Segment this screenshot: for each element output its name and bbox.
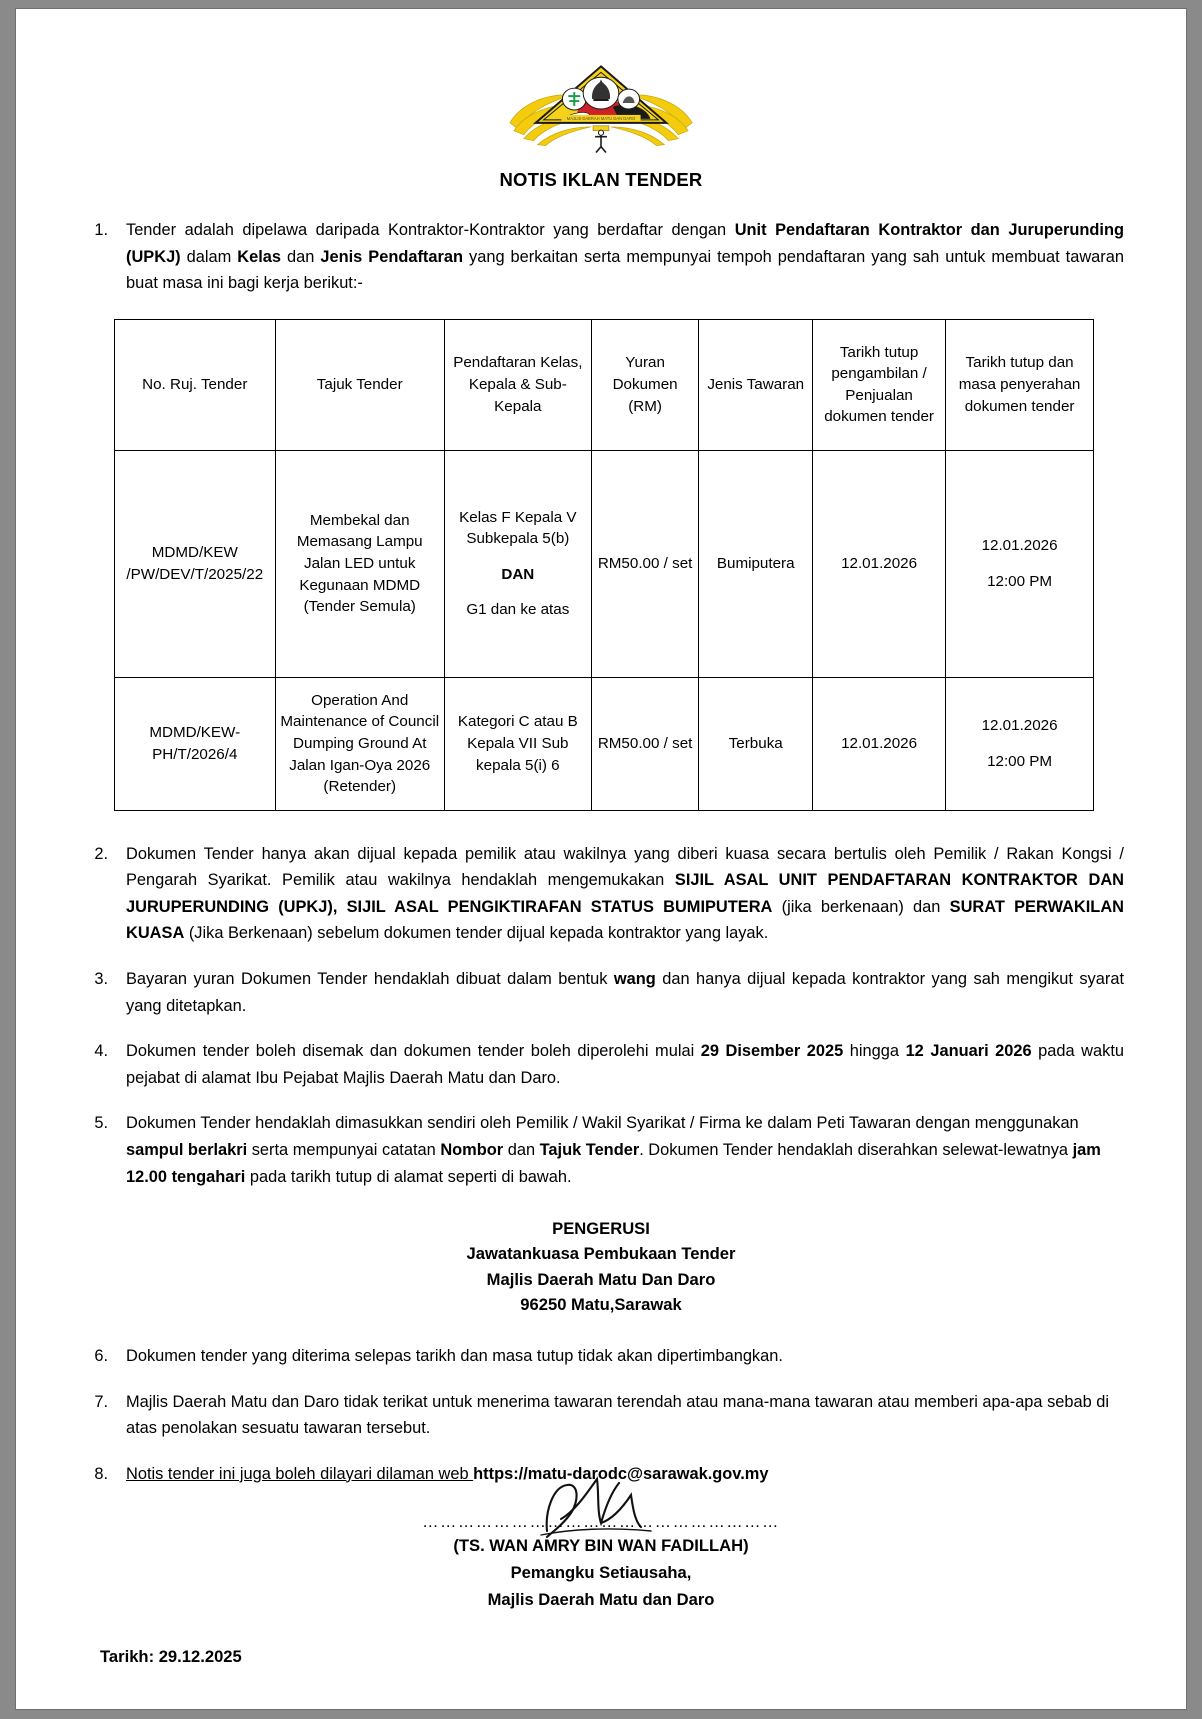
clause-5-number: 5. <box>94 1114 108 1133</box>
signature-dotted-line: …………………………………………………… <box>422 1513 780 1532</box>
closing-signature-area <box>78 1513 1124 1613</box>
council-crest-logo <box>502 61 700 153</box>
table-row <box>115 450 1094 677</box>
clause-5-part3: dan <box>503 1140 540 1159</box>
clause-1-text <box>126 217 1124 297</box>
page-title: NOTIS IKLAN TENDER <box>499 169 703 190</box>
cell-closing-collection: 12.01.2026 <box>813 450 946 677</box>
spacer <box>449 550 587 564</box>
cell-closing-submission <box>946 450 1094 677</box>
clause-5-part2: serta mempunyai catatan <box>247 1140 441 1159</box>
cell-closing-submission-date: 12.01.2026 <box>981 537 1058 555</box>
authority-line-1: PENGERUSI <box>552 1219 650 1239</box>
authority-line-4: 96250 Matu,Sarawak <box>520 1294 682 1314</box>
clause-7-number: 7. <box>94 1392 108 1411</box>
clause-8-number: 8. <box>94 1464 108 1483</box>
clause-4-number: 4. <box>94 1042 108 1061</box>
cell-registration-mid: DAN <box>501 565 535 583</box>
tender-table-wrapper <box>78 319 1124 811</box>
clause-1-part2: dalam <box>180 247 238 266</box>
clause-2-bold2: SURAT PERWAKILAN KUASA <box>126 897 1124 943</box>
document-date: Tarikh: 29.12.2025 <box>100 1646 242 1666</box>
clause-1-part3: dan <box>281 247 321 266</box>
clause-4-bold1: 29 Disember 2025 <box>700 1042 844 1061</box>
clause-2-part3: (Jika Berkenaan) sebelum dokumen tender dijual kepada kontraktor yang layak. <box>184 924 769 943</box>
cell-registration-top: Kelas F Kepala V Subkepala 5(b) <box>459 508 577 548</box>
tender-table <box>114 319 1094 811</box>
logo-container <box>78 61 1124 153</box>
clause-5-bold1: sampul berlakri <box>126 1140 248 1159</box>
clause-5-bold2: Nombor <box>440 1140 504 1159</box>
cell-ref: MDMD/KEW-PH/T/2026/4 <box>115 677 276 810</box>
clause-8-text <box>126 1461 1124 1488</box>
header-tarikh-tutup-penyerahan: Tarikh tutup dan masa penyerahan dokumen tender <box>946 319 1094 450</box>
spacer <box>950 557 1089 571</box>
cell-closing-submission-time: 12:00 PM <box>987 572 1053 590</box>
table-row <box>115 677 1094 810</box>
clause-6-number: 6. <box>94 1346 108 1365</box>
signatory-name: (TS. WAN AMRY BIN WAN FADILLAH) <box>453 1536 749 1556</box>
clause-2-number: 2. <box>94 844 108 863</box>
clause-1 <box>78 217 1124 297</box>
signatory-organisation: Majlis Daerah Matu dan Daro <box>487 1590 715 1610</box>
clause-2 <box>78 841 1124 947</box>
clause-4-bold2: 12 Januari 2026 <box>905 1042 1032 1061</box>
header-tajuk-tender: Tajuk Tender <box>275 319 444 450</box>
clause-1-part4: yang berkaitan serta mempunyai tempoh pendaftaran yang sah untuk membuat tawaran buat masa ini bagi kerja berikut:- <box>126 247 1124 293</box>
clause-2-text <box>126 841 1124 947</box>
clause-8 <box>78 1461 1124 1488</box>
svg-text:MAJLIS DAERAH MATU DAN DARO: MAJLIS DAERAH MATU DAN DARO <box>566 115 636 121</box>
clause-3-number: 3. <box>94 970 108 989</box>
cell-registration <box>444 450 591 677</box>
clause-3 <box>78 966 1124 1019</box>
header-tarikh-tutup-pengambilan: Tarikh tutup pengambilan / Penjualan dokumen tender <box>813 319 946 450</box>
clause-5-part4: . Dokumen Tender hendaklah diserahkan selewat-lewatnya <box>639 1140 1073 1159</box>
authority-block <box>78 1216 1124 1317</box>
header-jenis-tawaran: Jenis Tawaran <box>699 319 813 450</box>
clause-3-part1: Bayaran yuran Dokumen Tender hendaklah dibuat dalam bentuk <box>126 970 614 989</box>
tender-website-link[interactable]: https://matu-darodc@sarawak.gov.my <box>473 1464 769 1483</box>
cell-closing-collection: 12.01.2026 <box>813 677 946 810</box>
clause-6 <box>78 1343 1124 1370</box>
authority-line-3: Majlis Daerah Matu Dan Daro <box>486 1269 716 1289</box>
cell-ref: MDMD/KEW /PW/DEV/T/2025/22 <box>115 450 276 677</box>
clause-4-text <box>126 1038 1124 1091</box>
cell-registration-bottom: G1 dan ke atas <box>466 601 570 619</box>
cell-title: Operation And Maintenance of Council Dumping Ground At Jalan Igan-Oya 2026 (Retender) <box>275 677 444 810</box>
cell-closing-submission <box>946 677 1094 810</box>
clause-2-part1: Dokumen Tender hanya akan dijual kepada pemilik atau wakilnya yang diberi kuasa secara bertulis oleh Pemilik / Rakan Kongsi / Pengarah Syarikat. Pemilik atau wakilnya hendaklah mengemukakan <box>126 844 1124 890</box>
clause-5-text <box>126 1110 1124 1190</box>
clause-5 <box>78 1110 1124 1190</box>
cell-closing-submission-date: 12.01.2026 <box>981 717 1058 735</box>
clause-2-part2: (jika berkenaan) dan <box>772 897 950 916</box>
header-yuran-dokumen: Yuran Dokumen (RM) <box>591 319 699 450</box>
clause-3-part2: dan hanya dijual kepada kontraktor yang sah mengikut syarat yang ditetapkan. <box>126 970 1124 1015</box>
clause-4-part3: pada waktu pejabat di alamat Ibu Pejabat Majlis Daerah Matu dan Daro. <box>126 1042 1125 1087</box>
cell-type: Bumiputera <box>699 450 813 677</box>
clause-1-bold3: Jenis Pendaftaran <box>320 247 464 266</box>
clause-6-text: Dokumen tender yang diterima selepas tarikh dan masa tutup tidak akan dipertimbangkan. <box>126 1346 783 1365</box>
spacer <box>449 585 587 599</box>
authority-line-2: Jawatankuasa Pembukaan Tender <box>466 1244 736 1264</box>
clause-3-bold1: wang <box>613 970 656 989</box>
clause-5-bold4: jam 12.00 tengahari <box>126 1140 1101 1186</box>
signatory-position: Pemangku Setiausaha, <box>510 1563 692 1583</box>
clause-8-part1: Notis tender ini juga boleh dilayari dilaman web <box>126 1464 474 1483</box>
clause-4 <box>78 1038 1124 1091</box>
clause-2-bold1: SIJIL ASAL UNIT PENDAFTARAN KONTRAKTOR DAN JURUPERUNDING (UPKJ), SIJIL ASAL PENGIKTIRAFAN STATUS BUMIPUTERA <box>126 871 1124 916</box>
cell-registration: Kategori C atau B Kepala VII Sub kepala 5(i) 6 <box>444 677 591 810</box>
cell-fee: RM50.00 / set <box>591 677 699 810</box>
clause-1-number: 1. <box>94 221 108 239</box>
clause-1-bold2: Kelas <box>237 247 282 266</box>
spacer <box>950 737 1089 751</box>
clause-5-bold3: Tajuk Tender <box>539 1140 640 1159</box>
document-page <box>16 9 1186 1709</box>
clause-4-part1: Dokumen tender boleh disemak dan dokumen tender boleh diperolehi mulai <box>126 1042 701 1061</box>
clause-4-part2: hingga <box>843 1042 906 1061</box>
cell-title: Membekal dan Memasang Lampu Jalan LED untuk Kegunaan MDMD (Tender Semula) <box>275 450 444 677</box>
cell-fee: RM50.00 / set <box>591 450 699 677</box>
clause-5-part5: pada tarikh tutup di alamat seperti di bawah. <box>245 1167 572 1186</box>
header-pendaftaran: Pendaftaran Kelas, Kepala & Sub-Kepala <box>444 319 591 450</box>
clause-3-text <box>126 966 1124 1019</box>
clause-7 <box>78 1389 1124 1442</box>
cell-closing-submission-time: 12:00 PM <box>987 752 1053 770</box>
clause-1-part1: Tender adalah dipelawa daripada Kontraktor-Kontraktor yang berdaftar dengan <box>126 221 735 239</box>
clause-5-part1: Dokumen Tender hendaklah dimasukkan sendiri oleh Pemilik / Wakil Syarikat / Firma ke dalam Peti Tawaran dengan menggunakan <box>126 1114 1079 1133</box>
clause-7-text: Majlis Daerah Matu dan Daro tidak terikat untuk menerima tawaran terendah atau mana-mana tawaran atau memberi apa-apa sebab di atas penolakan sesuatu tawaran tersebut. <box>126 1392 1110 1438</box>
clause-1-bold1: Unit Pendaftaran Kontraktor dan Juruperunding (UPKJ) <box>126 221 1124 266</box>
cell-type: Terbuka <box>699 677 813 810</box>
header-no-ruj-tender: No. Ruj. Tender <box>115 319 276 450</box>
table-header-row <box>115 319 1094 450</box>
